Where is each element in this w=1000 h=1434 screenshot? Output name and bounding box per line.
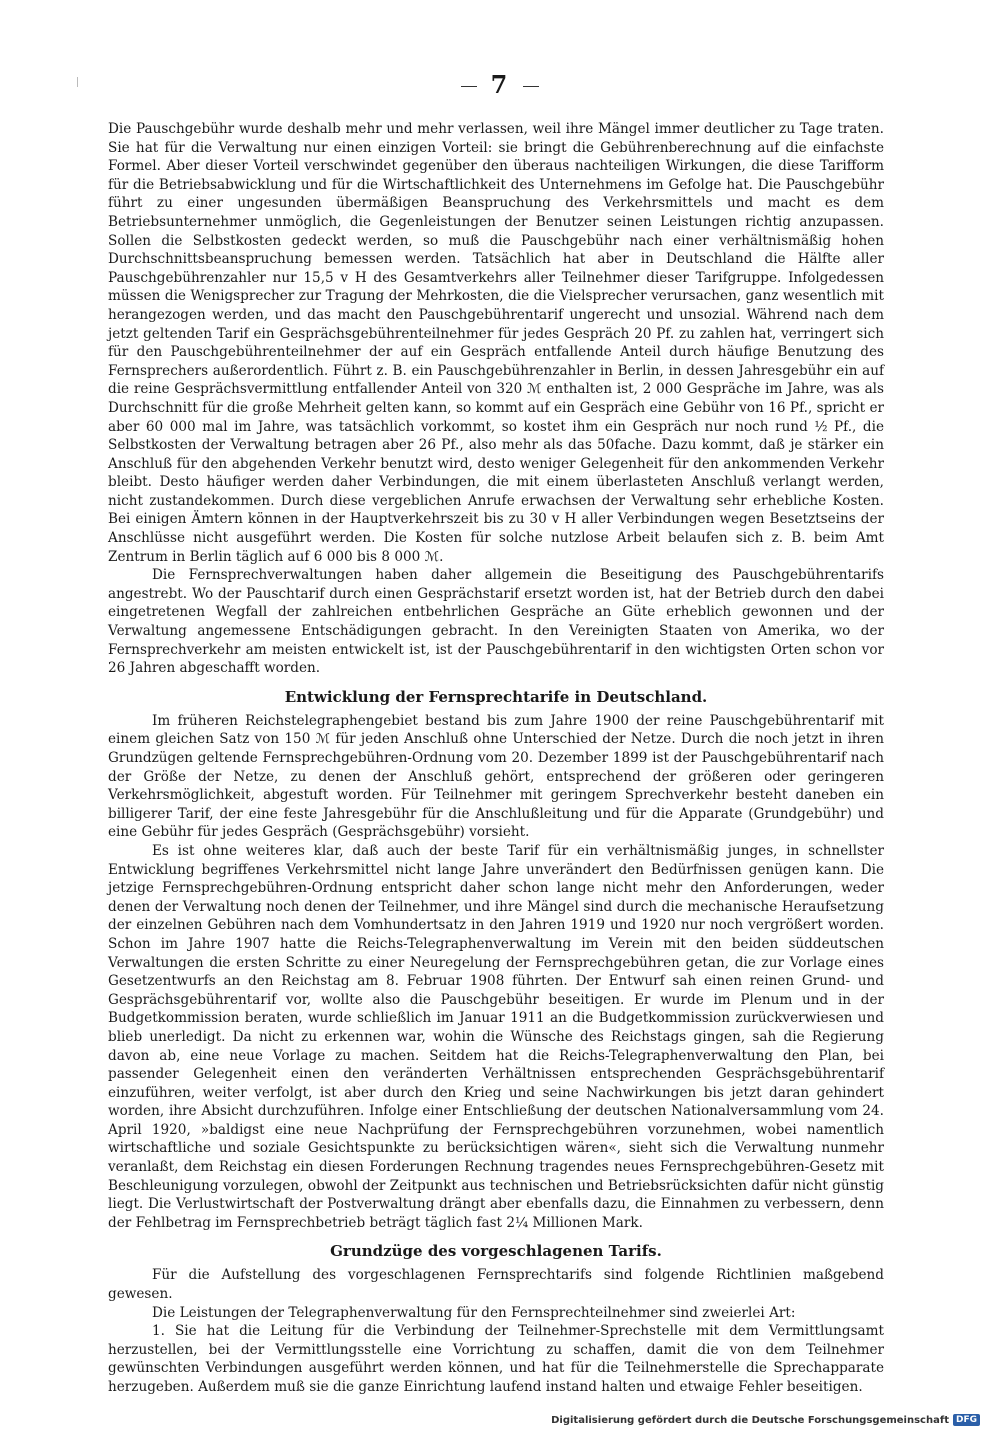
paragraph: 1. Sie hat die Leitung für die Verbindung der Teilnehmer-Sprechstelle mit dem Vermittlungsamt herzustellen, bei der Vermittlungsstelle eine Vorrichtung zu schaffen, damit die von dem Teilnehmer gewünschten Verbindungen ausgeführt werden können, und hat für die Teilnehmerstelle die Sprechapparate herzugeben. Außerdem muß sie die ganze Einrichtung laufend instand halten und etwaige Fehler beseitigen. [108,1323,884,1395]
body-text [108,120,884,1397]
footer-credit [551,1414,980,1426]
paragraph: Die Leistungen der Telegraphenverwaltung für den Fernsprechteilnehmer sind zweierlei Art: [152,1304,796,1321]
paragraph: Es ist ohne weiteres klar, daß auch der beste Tarif für ein verhältnismäßig junges, in schnellster Entwicklung begriffenes Verkehrsmittel nicht lange Jahre unverändert den Bedürfnissen genügen kann. Die jetzige Fernsprechgebühren-Ordnung entspricht daher schon lange nicht mehr den Anforderungen, weder denen der Verwaltung noch denen der Teilnehmer, und ihre Mängel sind durch die mechanische Heraufsetzung der einzelnen Gebühren nach dem Vomhundertsatz in den Jahren 1919 und 1920 nur noch vergrößert worden. Schon im Jahre 1907 hatte die Reichs-Telegraphenverwaltung im Verein mit den beiden süddeutschen Verwaltungen die ersten Schritte zu einer Neuregelung der Fernsprechgebühren getan, die zur Vorlage eines Gesetzentwurfs an den Reichstag am 8. Februar 1908 führten. Der Entwurf sah einen reinen Grund- und Gesprächsgebührentarif vor, wollte also die Pauschgebühr beseitigen. Er wurde im Plenum und in der Budgetkommission beraten, wurde schließlich im Januar 1911 an die Budgetkommission zurückverwiesen und blieb unerledigt. Da nicht zu erkennen war, wohin die Wünsche des Reichstags gingen, sah die Regierung davon ab, eine neue Vorlage zu machen. Seitdem hat die Reichs-Telegraphenverwaltung den Plan, bei passender Gelegenheit einen den veränderten Verhältnissen entsprechenden Gesprächsgebührentarif einzuführen, weiter verfolgt, ist aber durch den Krieg und seine Nachwirkungen bis jetzt daran gehindert worden, ihre Absicht durchzuführen. Infolge einer Entschließung der deutschen Nationalversammlung vom 24. April 1920, »baldigst eine neue Nachprüfung der Fernsprechgebühren vorzunehmen, wobei namentlich wirtschaftliche und soziale Gesichtspunkte zu berücksichtigen wären«, sieht sich die Verwaltung nunmehr veranlaßt, dem Reichstag ein diesen Forderungen Rechnung tragendes neues Fernsprechgebühren-Gesetz mit Beschleunigung vorzulegen, obwohl der Zeitpunkt aus technischen und Betriebsrücksichten dafür nicht günstig liegt. Die Verlustwirtschaft der Postverwaltung drängt aber ebenfalls dazu, die Einnahmen zu verbessern, denn der Fehlbetrag im Fernsprechbetrieb beträgt täglich fast 2¼ Millionen Mark. [108,842,884,1231]
paragraph: Die Fernsprechverwaltungen haben daher allgemein die Beseitigung des Pauschgebührentarifs angestrebt. Wo der Pauschtarif durch einen Gesprächstarif ersetzt worden ist, hat der Betrieb durch den dabei eingetretenen Wegfall der zahlreichen entbehrlichen Gespräche an Güte erheblich gewonnen und der Verwaltung angemessene Entschädigungen gebracht. In den Vereinigten Staaten von Amerika, wo der Fernsprechverkehr am meisten entwickelt ist, ist der Pauschgebührentarif in den wichtigsten Orten schon vor 26 Jahren abgeschafft worden. [108,567,884,677]
paragraph: Die Pauschgebühr wurde deshalb mehr und mehr verlassen, weil ihre Mängel immer deutlicher zu Tage traten. Sie hat für die Verwaltung nur einen einzigen Vorteil: sie bringt die Gebührenberechnung auf die einfachste Formel. Aber dieser Vorteil verschwindet gegenüber den überaus nachteiligen Wirkungen, die diese Tarifform für die Betriebsabwicklung und für die Wirtschaftlichkeit des Unternehmens im Gefolge hat. Die Pauschgebühr führt zu einer ungesunden übermäßigen Beanspruchung des Verkehrsmittels und macht es dem Betriebsunternehmer unmöglich, die Gegenleistungen der Benutzer seinen Leistungen richtig anzupassen. Sollen die Selbstkosten gedeckt werden, so muß die Pauschgebühr nach einer verhältnismäßig hohen Durchschnittsbeanspruchung bemessen werden. Tatsächlich hat aber in Deutschland die Hälfte aller Pauschgebührenzahler nur 15,5 v H des Gesamtverkehrs aller Teilnehmer dieser Tarifgruppe. Infolgedessen müssen die Wenigsprecher zur Tragung der Mehrkosten, die die Vielsprecher verursachen, ganz wesentlich mit herangezogen werden, und das macht den Pauschgebührentarif ungerecht und unsozial. Während nach dem jetzt geltenden Tarif ein Gesprächsgebührenteilnehmer für jedes Gespräch 20 Pf. zu zahlen hat, verringert sich für den Pauschgebührenteilnehmer der auf ein Gespräch entfallende Anteil durch häufige Benutzung des Fernsprechers außerordentlich. Führt z. B. ein Pauschgebührenzahler in Berlin, in dessen Jahresgebühr ein auf die reine Gesprächsvermittlung entfallender Anteil von 320 ℳ enthalten ist, 2 000 Gespräche im Jahre, was als Durchschnitt für die große Mehrheit gelten kann, so kommt auf ein Gespräch eine Gebühr von 16 Pf., spricht er aber 60 000 mal im Jahre, was tatsächlich vorkommt, so kostet ihm ein Gespräch nur noch rund ½ Pf., die Selbstkosten der Verwaltung betragen aber 26 Pf., also mehr als das 50fache. Dazu kommt, daß je stärker ein Anschluß für den abgehenden Verkehr benutzt wird, desto weniger Gelegenheit für den ankommenden Verkehr bleibt. Desto häufiger werden daher Verbindungen, die mit einem überlasteten Anschluß verlangt werden, nicht zustandekommen. Durch diese vergeblichen Anrufe erwachsen der Verwaltung sehr erhebliche Kosten. Bei einigen Ämtern können in der Hauptverkehrszeit bis zu 30 v H aller Verbindungen wegen Besetztseins der Anschlüsse nicht ausgeführt werden. Die Kosten für solche nutzlose Arbeit belaufen sich z. B. beim Amt Zentrum in Berlin täglich auf 6 000 bis 8 000 ℳ. [108,121,884,565]
section-heading: Grundzüge des vorgeschlagenen Tarifs. [330,1242,662,1261]
page-number [0,70,1000,99]
page-number-value: 7 [490,70,510,99]
page-number-dash-left [461,86,477,87]
page-number-dash-right [523,86,539,87]
section-heading: Entwicklung der Fernsprechtarife in Deutschland. [284,687,708,706]
dfg-logo: DFG [953,1414,980,1426]
paragraph: Im früheren Reichstelegraphengebiet bestand bis zum Jahre 1900 der reine Pauschgebührentarif mit einem gleichen Satz von 150 ℳ für jeden Anschluß ohne Unterschied der Netze. Durch die noch jetzt in ihren Grundzügen geltende Fernsprechgebühren-Ordnung vom 20. Dezember 1899 ist der Pauschgebührentarif nach der Größe der Netze, zu denen der Anschluß gehört, entsprechend der größeren oder geringeren Verkehrsmöglichkeit, abgestuft worden. Für Teilnehmer mit geringem Sprechverkehr besteht daneben ein billigerer Tarif, der eine feste Jahresgebühr für die Anschlußleitung und für die Apparate (Grundgebühr) und eine Gebühr für jedes Gespräch (Gesprächsgebühr) vorsieht. [108,712,884,841]
paragraph: Für die Aufstellung des vorgeschlagenen Fernsprechtarifs sind folgende Richtlinien maßgebend gewesen. [108,1267,884,1303]
footer-text: Digitalisierung gefördert durch die Deutsche Forschungsgemeinschaft [551,1414,949,1426]
